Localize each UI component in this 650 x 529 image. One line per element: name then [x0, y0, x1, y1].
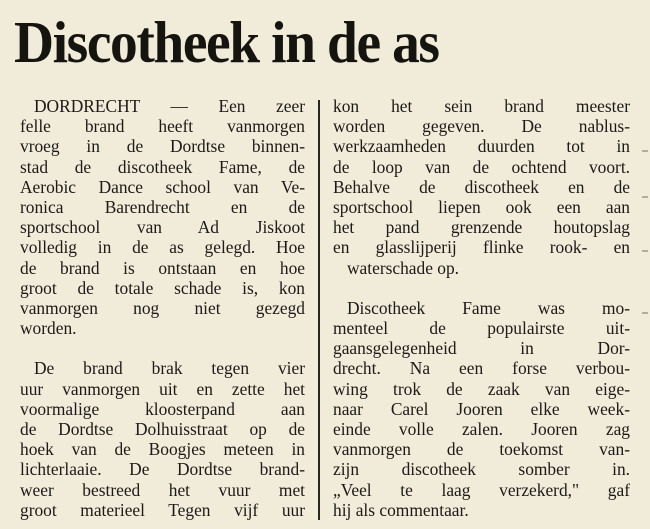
text-line: worden gegeven. De nablus- — [333, 116, 630, 137]
text-line: vanmorgen de toekomst van- — [333, 439, 630, 460]
article-paragraph — [20, 358, 305, 520]
paragraph-spacer — [20, 338, 305, 358]
text-line: sportschool liepen ook een aan — [333, 196, 630, 217]
text-line: Aerobic Dance school van Ve- — [20, 176, 305, 197]
text-line: lichterlaaie. De Dordtse brand- — [20, 459, 305, 480]
text-line: sportschool van Ad Jiskoot — [20, 217, 305, 238]
article-paragraph — [333, 96, 630, 278]
edge-speck — [642, 196, 648, 198]
text-line: De brand brak tegen vier — [34, 358, 305, 379]
text-line: hij als commentaar. — [333, 499, 469, 520]
text-line: worden. — [20, 318, 77, 339]
text-line: groot de totale schade is, kon — [20, 277, 305, 298]
text-line: felle brand heeft vanmorgen — [20, 116, 305, 137]
text-line: Behalve de discotheek en de — [333, 176, 630, 197]
text-line: zijn discotheek somber in. — [333, 459, 630, 480]
paragraph-spacer — [333, 278, 630, 298]
text-line: wing trok de zaak van eige- — [333, 378, 630, 399]
text-line: werkzaamheden duurden tot in — [333, 136, 630, 157]
text-line: gaansgelegenheid in Dor- — [333, 338, 630, 359]
text-line: de brand is ontstaan en hoe — [20, 257, 305, 278]
text-line: stad de discotheek Fame, de — [20, 156, 305, 177]
text-line: voormalige kloosterpand aan — [20, 398, 305, 419]
article-paragraph — [20, 96, 305, 338]
text-line: en glasslijperij flinke rook- en — [333, 237, 630, 258]
text-line: naar Carel Jooren elke week- — [333, 398, 630, 419]
text-line: menteel de populairste uit- — [333, 318, 630, 339]
article-column-left — [20, 96, 305, 520]
text-line: weer bestreed het vuur met — [20, 479, 305, 500]
edge-speck — [642, 150, 648, 152]
text-line: Discotheek Fame was mo- — [347, 297, 630, 318]
article-headline: Discotheek in de as — [14, 9, 439, 75]
text-line: kon het sein brand meester — [333, 96, 630, 116]
article-paragraph — [333, 298, 630, 520]
text-line: DORDRECHT — Een zeer — [34, 96, 305, 116]
text-line: hoek van de Boogjes meteen in — [20, 439, 305, 460]
text-line: einde volle zalen. Jooren zag — [333, 419, 630, 439]
text-line: de Dordtse Dolhuisstraat op de — [20, 419, 305, 439]
text-line: drecht. Na een forse verbou- — [333, 358, 630, 379]
text-line: waterschade op. — [347, 257, 460, 278]
text-line: groot materieel Tegen vijf uur — [20, 499, 305, 520]
text-line: de loop van de ochtend voort. — [333, 156, 630, 177]
column-divider — [318, 100, 320, 520]
text-line: vroeg in de Dordtse binnen- — [20, 136, 305, 157]
edge-speck — [642, 250, 648, 252]
text-line: het pand grenzende houtopslag — [333, 217, 630, 238]
text-line: uur vanmorgen uit en zette het — [20, 378, 305, 399]
text-line: volledig in de as gelegd. Hoe — [20, 237, 305, 258]
article-column-right — [333, 96, 630, 520]
text-line: vanmorgen nog niet gezegd — [20, 297, 305, 318]
edge-speck — [642, 312, 648, 314]
text-line: „Veel te laag verzekerd," gaf — [333, 479, 630, 500]
text-line: ronica Barendrecht en de — [20, 196, 305, 217]
